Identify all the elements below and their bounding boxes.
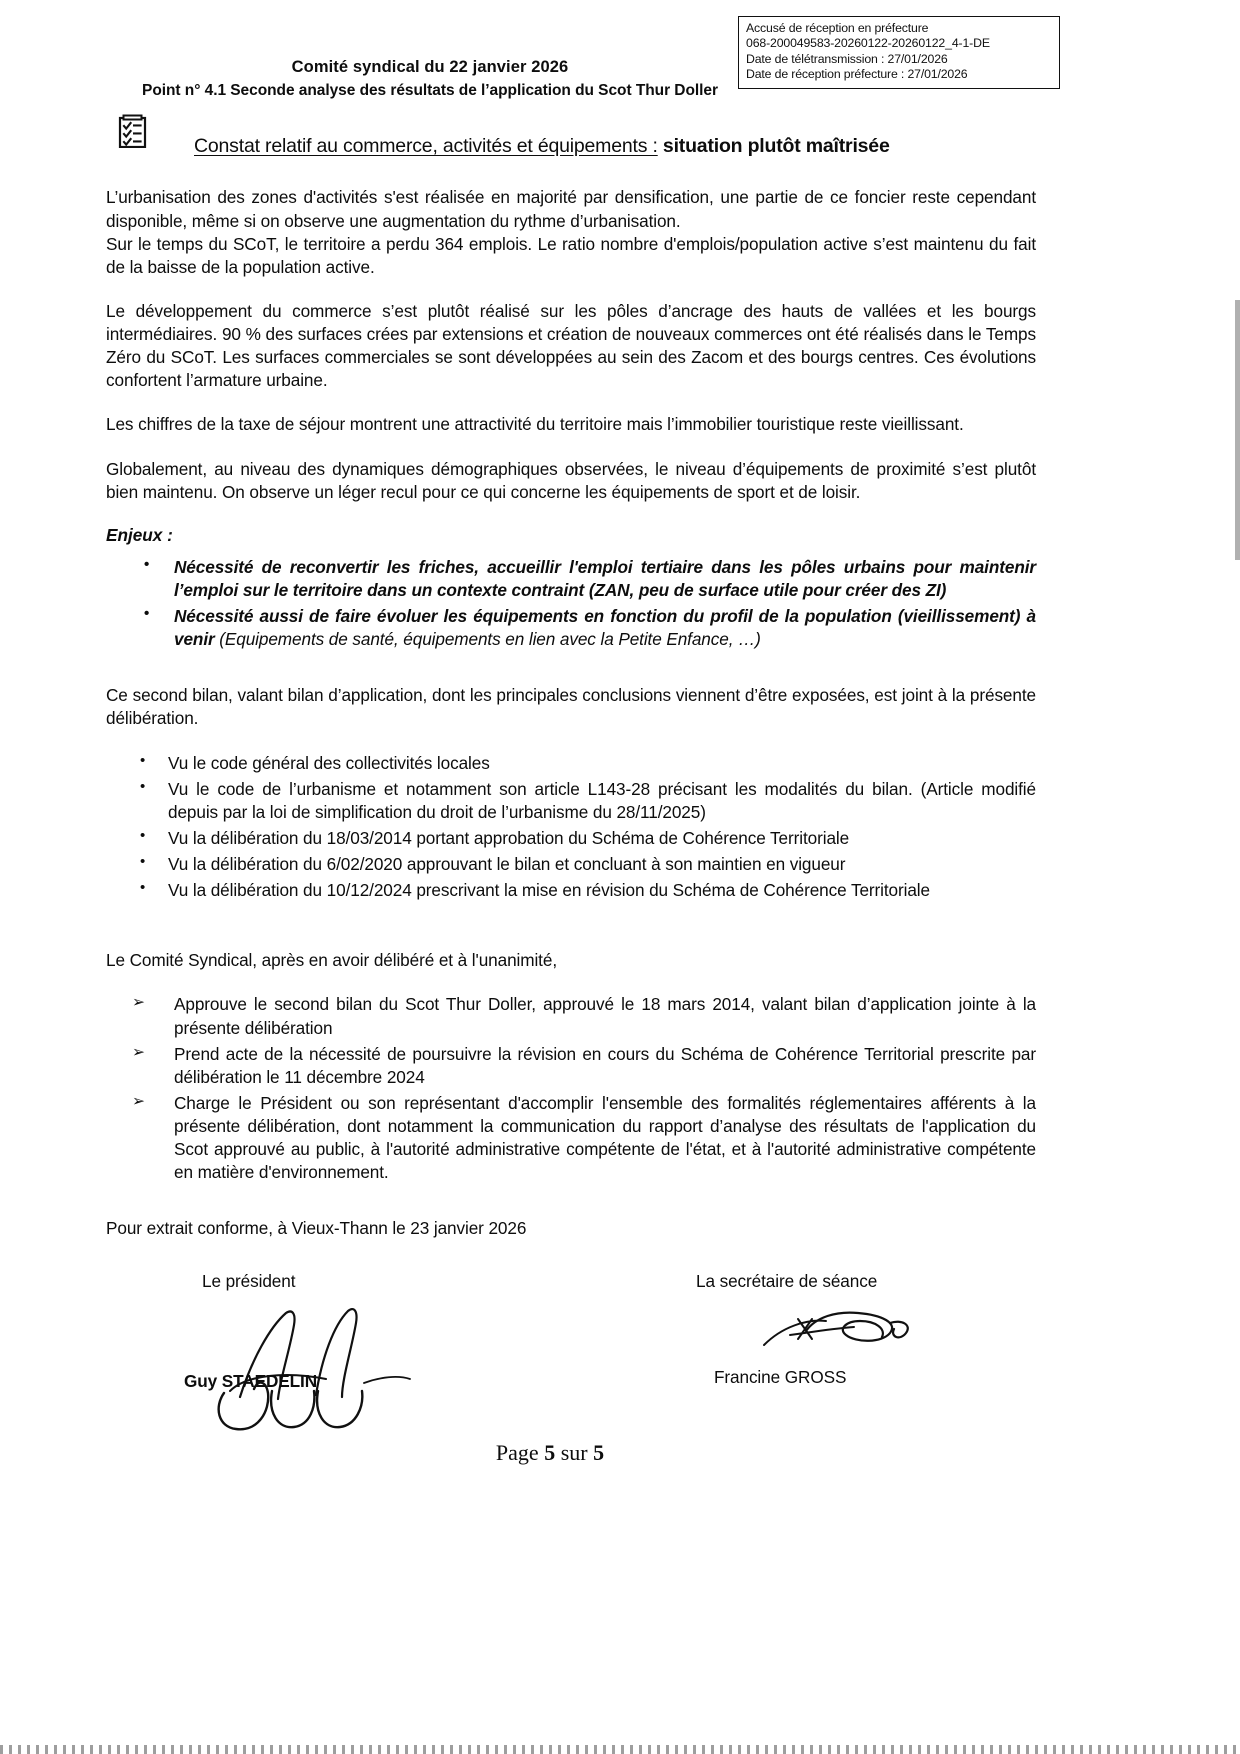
paragraph-equipements: Globalement, au niveau des dynamiques démographiques observées, le niveau d’équipements de proximité s’est plutôt bien maintenu. On observe un léger recul pour ce qui concerne les équipements de sport et de loisir. xyxy=(106,458,1036,502)
page-number-total: 5 xyxy=(593,1440,605,1465)
header-meeting-line: Comité syndical du 22 janvier 2026 xyxy=(291,58,569,76)
paragraph-bilan-joint: Ce second bilan, valant bilan d’application, dont les principales conclusions viennent d’être exposées, est joint à la présente délibération. xyxy=(106,685,1036,729)
document-header xyxy=(0,56,860,102)
ar-title: Accusé de réception en préfecture xyxy=(746,21,929,35)
list-item: ➢ Approuve le second bilan du Scot Thur Doller, approuvé le 18 mars 2014, valant bilan d’application jointe à la présente délibération xyxy=(106,993,1036,1039)
enjeux-item-plain: (Equipements de santé, équipements en lien avec la Petite Enfance, …) xyxy=(219,629,761,650)
list-item: • Vu la délibération du 10/12/2024 prescrivant la mise en révision du Schéma de Cohérence Territoriale xyxy=(106,879,1036,902)
signature-secretary-label: La secrétaire de séance xyxy=(696,1270,878,1291)
paragraph-comite-delibere: Le Comité Syndical, après en avoir délibéré et à l'unanimité, xyxy=(106,950,557,971)
signature-president-label: Le président xyxy=(202,1270,296,1291)
enjeux-item-bold: Nécessité de reconvertir les friches, accueillir l'emploi tertiaire dans les pôles urbains pour maintenir l’emploi sur le territoire dans un contexte contraint (ZAN, peu de surface utile pour créer des ZI) xyxy=(174,556,1036,600)
signature-block xyxy=(106,1271,1036,1421)
page-footer-prefix: Page xyxy=(495,1440,545,1465)
handwritten-signature-secretary xyxy=(686,1289,936,1369)
section-title xyxy=(194,112,890,158)
paragraph-urbanisation: L’urbanisation des zones d'activités s'est réalisée en majorité par densification, une partie de ce foncier reste cependant disponible, même si on observe une augmentation du rythme d’urbanisation. xyxy=(106,187,1036,231)
paragraph-emplois: Sur le temps du SCoT, le territoire a perdu 364 emplois. Le ratio nombre d'emplois/population active s’est maintenu du fait de la baisse de la population active. xyxy=(106,233,1036,277)
list-item: ➢ Charge le Président ou son représentant d'accomplir l'ensemble des formalités réglementaires afférents à la présente délibération, dont notamment la communication du rapport d’analyse des résultats de l'application du Scot approuvé au public, à l'autorité administrative compétente de l'état, et à l'autorité administrative compétente en matière d'environnement. xyxy=(106,1092,1036,1185)
section-title-subject: Constat relatif au commerce, activités et équipements : xyxy=(194,135,658,157)
decisions-list xyxy=(106,993,1036,1184)
page-footer xyxy=(0,1440,1100,1466)
signature-president xyxy=(202,1271,502,1292)
scan-edge-artifact-right xyxy=(1235,300,1240,560)
section-title-status: situation plutôt maîtrisée xyxy=(657,135,890,157)
scan-edge-artifact-bottom xyxy=(0,1745,1240,1754)
paragraph-commerce: Le développement du commerce s’est plutôt réalisé sur les pôles d’ancrage des hauts de vallées et les bourgs intermédiaires. 90 % des surfaces crées par extensions et création de nouveaux commerces ont été réalisés dans le Temps Zéro du SCoT. Les surfaces commerciales se sont développées au sein des Zacom et des bourgs centres. Ces évolutions confortent l’armature urbaine. xyxy=(106,300,1036,391)
signature-secretary-name: Francine GROSS xyxy=(714,1366,847,1387)
header-agenda-line: Point n° 4.1 Seconde analyse des résultats de l’application du Scot Thur Doller xyxy=(142,82,718,100)
enjeux-label: Enjeux : xyxy=(106,524,173,545)
list-item: • Vu la délibération du 18/03/2014 portant approbation du Schéma de Cohérence Territoriale xyxy=(106,827,1036,850)
paragraph-extrait-conforme: Pour extrait conforme, à Vieux-Thann le 23 janvier 2026 xyxy=(106,1218,527,1239)
section-heading xyxy=(106,112,1036,158)
ar-reference: 068-200049583-20260122-20260122_4-1-DE xyxy=(746,36,990,51)
page-number-current: 5 xyxy=(544,1440,556,1465)
ar-reception-date: Date de réception préfecture : 27/01/2026 xyxy=(746,67,968,82)
paragraph-taxe-sejour: Les chiffres de la taxe de séjour montrent une attractivité du territoire mais l’immobilier touristique reste vieillissant. xyxy=(106,414,964,435)
signature-secretary xyxy=(696,1271,1036,1292)
document-body xyxy=(106,112,1036,1421)
enjeux-item-bold: Nécessité aussi de faire évoluer les équipements en fonction du profil de la population (vieillissement) à venir xyxy=(174,606,1036,650)
page-footer-middle: sur xyxy=(555,1440,594,1465)
list-item xyxy=(106,605,1036,651)
list-item: • Vu le code de l’urbanisme et notamment son article L143-28 précisant les modalités du bilan. (Article modifié depuis par la loi de simplification du droit de l’urbanisme du 28/11/2025) xyxy=(106,778,1036,824)
list-item: • Vu le code général des collectivités locales xyxy=(106,752,1036,775)
signature-president-name: Guy STAEDELIN xyxy=(184,1370,318,1391)
enjeux-list xyxy=(106,556,1036,652)
vu-list xyxy=(106,752,1036,903)
ar-transmission-date: Date de télétransmission : 27/01/2026 xyxy=(746,51,948,66)
list-item: ➢ Prend acte de la nécessité de poursuivre la révision en cours du Schéma de Cohérence Territorial prescrite par délibération le 11 décembre 2024 xyxy=(106,1043,1036,1089)
prefecture-receipt-stamp xyxy=(738,16,1060,89)
handwritten-signature-president xyxy=(166,1287,466,1437)
list-item xyxy=(106,556,1036,602)
checklist-icon xyxy=(118,114,148,148)
list-item: • Vu la délibération du 6/02/2020 approuvant le bilan et concluant à son maintien en vigueur xyxy=(106,853,1036,876)
